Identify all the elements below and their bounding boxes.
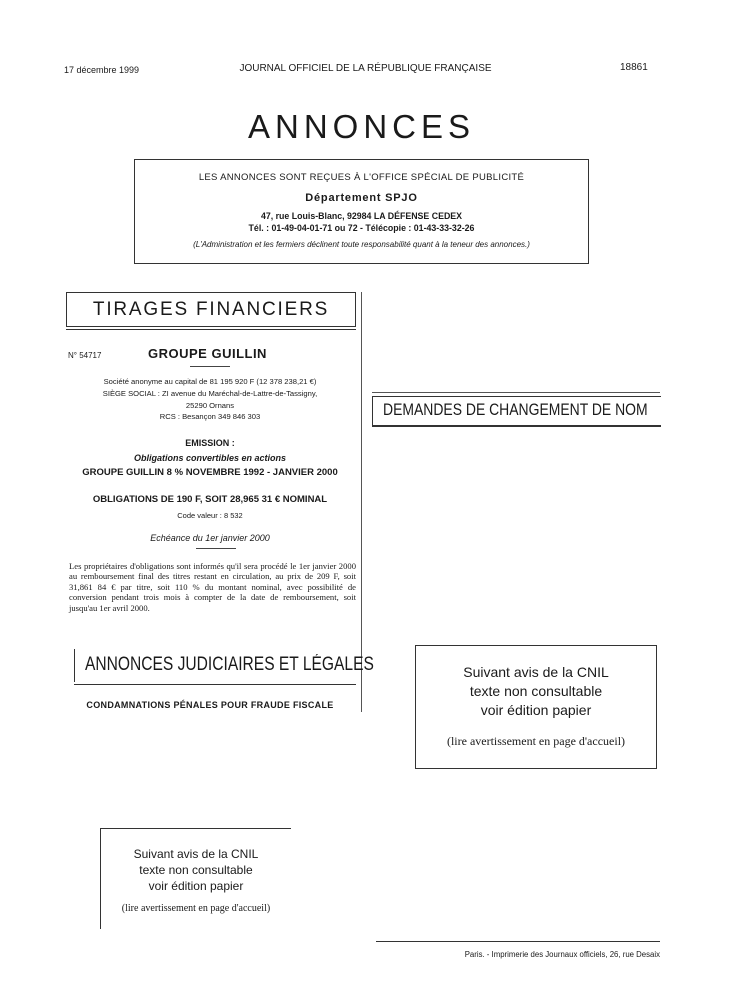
header-page-number: 18861 — [620, 62, 648, 73]
code-valeur: Code valeur : 8 532 — [177, 511, 243, 520]
publicity-department: Département SPJO — [305, 192, 418, 204]
publicity-phone: Tél. : 01-49-04-01-71 ou 72 - Télécopie : 01-43-33-32-26 — [248, 223, 475, 233]
subsection-heading: CONDAMNATIONS PÉNALES POUR FRAUDE FISCALE — [86, 700, 334, 710]
cnil-notice-line: Suivant avis de la CNIL — [133, 847, 259, 861]
echeance-date: Echéance du 1er janvier 2000 — [150, 533, 270, 543]
nominal-value: OBLIGATIONS DE 190 F, SOIT 28,965 31 € NOMINAL — [92, 494, 328, 505]
cnil-notice-line: texte non consultable — [139, 863, 253, 877]
section-heading: ANNONCES JUDICIAIRES ET LÉGALES — [85, 654, 374, 675]
section-heading-box — [66, 292, 356, 327]
cnil-notice-hint: (lire avertissement en page d'accueil) — [121, 903, 271, 914]
body-paragraph: Les propriétaires d'obligations sont informés qu'il sera procédé le 1er janvier 2000 au remboursement final des titres restant en circulation, au prix de 209 F, soit 31,861 84 € par titre, soit 110 % du montant nominal, avec possibilité de conversion pendant trois mois à compter de la date de remboursement, soit jusqu'au 1er avril 2000. — [69, 561, 356, 613]
company-info-line: SIÈGE SOCIAL : ZI avenue du Maréchal-de-Lattre-de-Tassigny, — [102, 389, 318, 398]
company-name: GROUPE GUILLIN — [148, 346, 267, 361]
annonce-number: N° 54717 — [68, 351, 102, 360]
footer-divider — [376, 941, 660, 942]
section-heading-box — [372, 396, 661, 426]
column-divider — [361, 292, 362, 712]
cnil-notice-box — [100, 828, 291, 929]
divider — [190, 366, 230, 367]
cnil-notice-box — [415, 645, 657, 769]
cnil-notice-line: voir édition papier — [480, 702, 592, 718]
publicity-line: LES ANNONCES SONT REÇUES À L'OFFICE SPÉCIAL DE PUBLICITÉ — [198, 172, 525, 183]
cnil-notice-line: Suivant avis de la CNIL — [463, 664, 609, 680]
section-heading-box — [74, 649, 374, 682]
emission-label: EMISSION : — [185, 438, 235, 448]
publicity-disclaimer: (L'Administration et les fermiers déclinent toute responsabilité quant à la teneur des annonces.) — [193, 240, 530, 249]
header-journal-title: JOURNAL OFFICIEL DE LA RÉPUBLIQUE FRANÇAISE — [239, 63, 492, 74]
obligation-title: GROUPE GUILLIN 8 % NOVEMBRE 1992 - JANVIER 2000 — [82, 467, 338, 478]
company-info-line: RCS : Besançon 349 846 303 — [159, 412, 261, 421]
cnil-notice-hint: (lire avertissement en page d'accueil) — [446, 734, 626, 748]
section-heading: TIRAGES FINANCIERS — [92, 299, 330, 320]
divider — [372, 392, 660, 393]
page-title: ANNONCES — [247, 108, 476, 145]
section-heading: DEMANDES DE CHANGEMENT DE NOM — [383, 400, 648, 419]
obligations-subtitle: Obligations convertibles en actions — [133, 453, 287, 463]
cnil-notice-line: voir édition papier — [148, 879, 244, 893]
company-info-line: 25290 Ornans — [185, 401, 235, 410]
publicity-address: 47, rue Louis-Blanc, 92984 LA DÉFENSE CEDEX — [260, 211, 463, 221]
header-date: 17 décembre 1999 — [64, 65, 140, 75]
printer-imprint: Paris. - Imprimerie des Journaux officiels, 26, rue Desaix — [464, 950, 660, 959]
cnil-notice-line: texte non consultable — [469, 683, 603, 699]
publicity-box — [134, 159, 589, 264]
divider — [196, 548, 236, 549]
company-info-line: Société anonyme au capital de 81 195 920 F (12 378 238,21 €) — [103, 377, 317, 386]
